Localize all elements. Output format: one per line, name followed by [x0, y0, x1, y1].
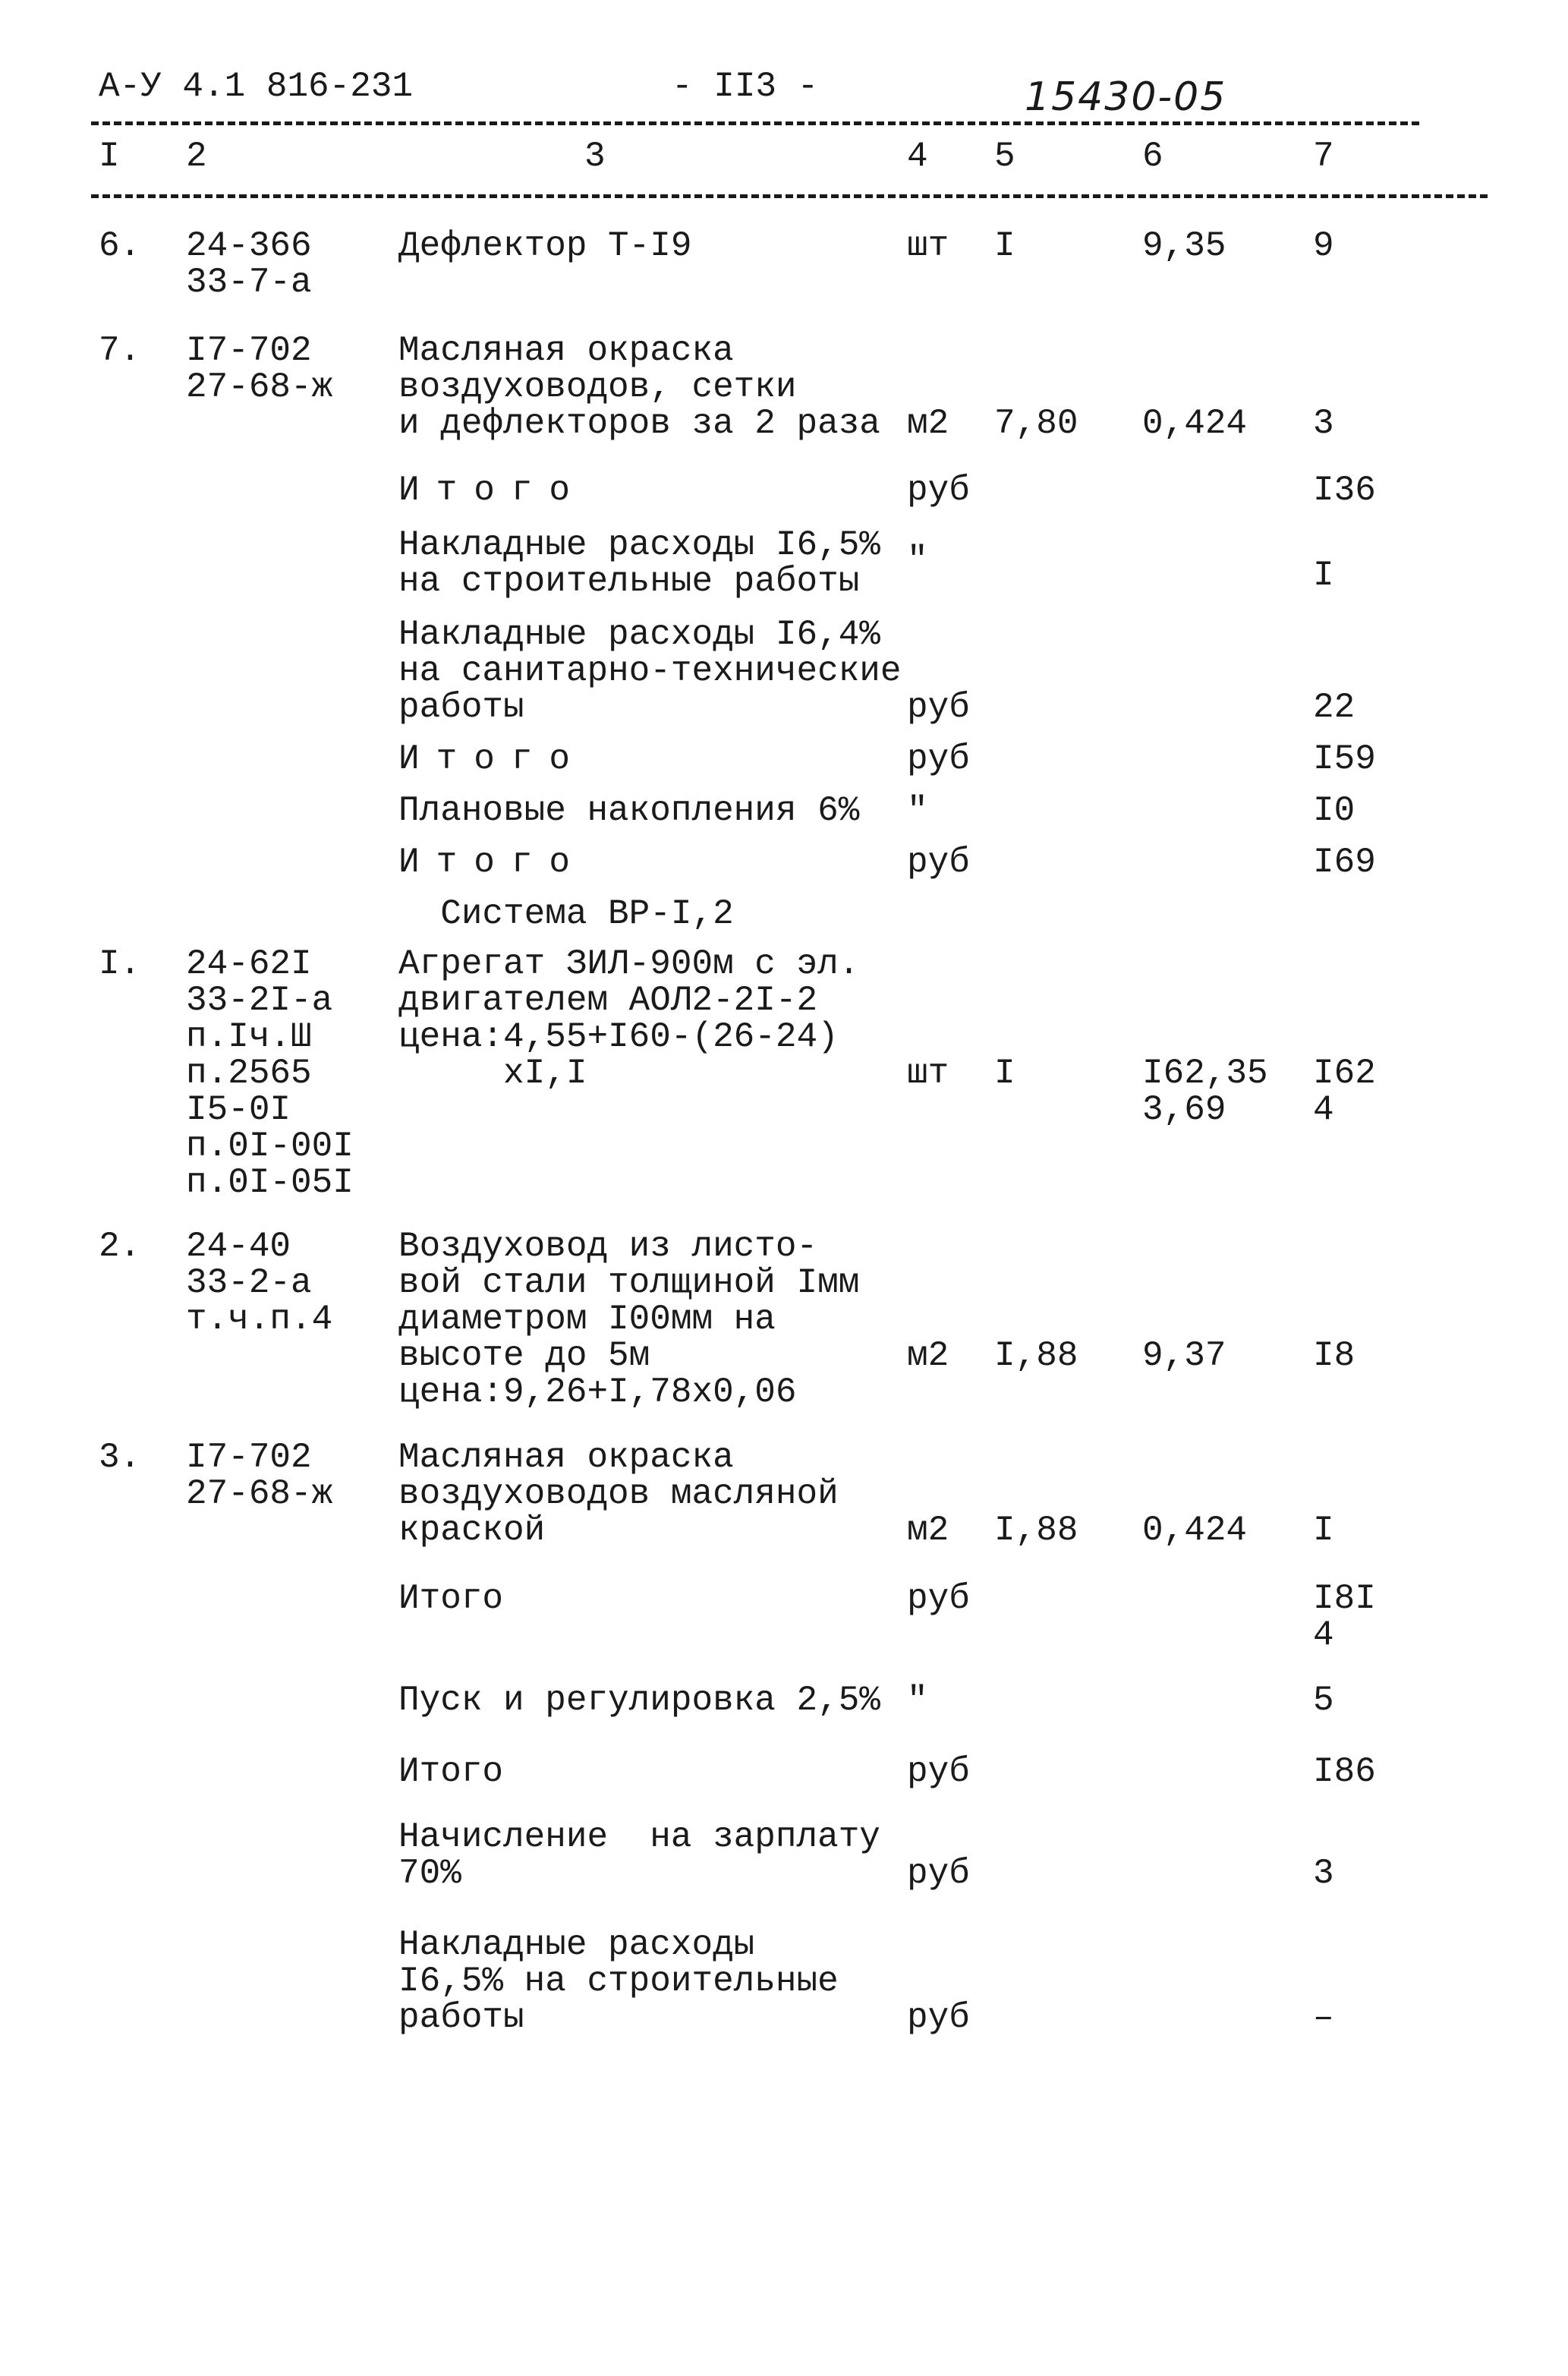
row-description: Итого — [398, 843, 587, 882]
row-description: Накладные расходы I6,5% на строительные работы — [398, 525, 880, 601]
row-number: I. — [99, 944, 141, 984]
row-code: 24-62I 33-2I-а п.Iч.Ш п.2565 I5-0I п.0I-00I п.0I-05I — [186, 944, 354, 1202]
row-price: 9,37 — [1142, 1336, 1226, 1375]
column-number-3: 3 — [584, 137, 606, 176]
row-total: 22 — [1313, 688, 1355, 727]
row-total: I8I 4 — [1313, 1579, 1376, 1655]
row-code: 24-40 33-2-а т.ч.п.4 — [186, 1227, 333, 1339]
row-price: 0,424 — [1142, 404, 1248, 443]
row-price: 0,424 — [1142, 1511, 1248, 1550]
handwritten-number: 15430-05 — [1025, 74, 1227, 120]
row-total: 9 — [1313, 226, 1334, 266]
row-description: Пуск и регулировка 2,5% — [398, 1681, 880, 1720]
row-unit: м2 — [907, 1511, 949, 1550]
column-number-4: 4 — [907, 137, 928, 176]
row-number: 3. — [99, 1438, 141, 1477]
row-total: – — [1313, 1998, 1334, 2037]
row-description: Итого — [398, 739, 587, 779]
row-unit: руб — [907, 739, 970, 779]
row-number: 2. — [99, 1227, 141, 1266]
row-unit: руб — [907, 688, 970, 727]
row-total: I0 — [1313, 791, 1355, 830]
row-unit: шт — [907, 226, 949, 266]
row-description: Итого — [398, 1579, 504, 1618]
row-total: 3 — [1313, 404, 1334, 443]
column-number-6: 6 — [1142, 137, 1163, 176]
row-price: 9,35 — [1142, 226, 1226, 266]
row-unit: руб — [907, 471, 970, 510]
row-total: I — [1313, 1511, 1334, 1550]
row-description: Дефлектор Т-I9 — [398, 226, 692, 266]
row-description: Накладные расходы I6,5% на строительные работы — [398, 1925, 839, 2037]
page-number: - II3 - — [672, 67, 819, 106]
row-quantity: I,88 — [994, 1336, 1078, 1375]
row-unit: " — [907, 791, 928, 830]
row-number: 7. — [99, 331, 141, 370]
row-total: I8 — [1313, 1336, 1355, 1375]
row-code: I7-702 27-68-ж — [186, 331, 333, 407]
column-number-7: 7 — [1313, 137, 1334, 176]
row-unit: м2 — [907, 1336, 949, 1375]
row-quantity: I — [994, 1054, 1015, 1093]
row-total: 3 — [1313, 1854, 1334, 1893]
document-code: А-У 4.1 816-231 — [99, 67, 414, 106]
row-code: 24-366 33-7-а — [186, 226, 312, 302]
row-quantity: I — [994, 226, 1015, 266]
row-description: Итого — [398, 1752, 504, 1791]
row-description: Воздуховод из листо- вой стали толщиной Iмм диаметром I00мм на высоте до 5м цена:9,26+I,78х0,06 — [398, 1227, 860, 1412]
row-code: I7-702 27-68-ж — [186, 1438, 333, 1514]
row-total: I86 — [1313, 1752, 1376, 1791]
row-description: Плановые накопления 6% — [398, 791, 860, 830]
row-description: Агрегат ЗИЛ-900м с эл. двигателем АОЛ2-2I-2 цена:4,55+I60-(26-24) хI,I — [398, 944, 860, 1093]
row-total: I — [1313, 556, 1334, 595]
row-description: Накладные расходы I6,4% на санитарно-технические работы — [398, 615, 902, 727]
row-unit: шт — [907, 1054, 949, 1093]
row-unit: руб — [907, 1579, 970, 1618]
section-title: Система ВР-I,2 — [398, 894, 734, 934]
row-unit: " — [907, 1681, 928, 1720]
row-unit: руб — [907, 843, 970, 882]
row-unit: руб — [907, 1998, 970, 2037]
header-rule-top — [91, 121, 1419, 125]
row-price: I62,35 3,69 — [1142, 1054, 1268, 1130]
row-unit: м2 — [907, 404, 949, 443]
row-description: Начисление на зарплату 70% — [398, 1817, 880, 1893]
row-description: Масляная окраска воздуховодов масляной краской — [398, 1438, 839, 1550]
row-description: Масляная окраска воздуховодов, сетки и дефлекторов за 2 раза — [398, 331, 880, 443]
row-unit: руб — [907, 1854, 970, 1893]
row-unit: руб — [907, 1752, 970, 1791]
row-total: I69 — [1313, 843, 1376, 882]
row-total: 5 — [1313, 1681, 1334, 1720]
column-number-2: 2 — [186, 137, 207, 176]
row-quantity: 7,80 — [994, 404, 1078, 443]
row-quantity: I,88 — [994, 1511, 1078, 1550]
row-number: 6. — [99, 226, 141, 266]
row-total: I36 — [1313, 471, 1376, 510]
row-total: I62 4 — [1313, 1054, 1376, 1130]
header-rule-bottom — [91, 194, 1488, 198]
column-number-1: I — [99, 137, 120, 176]
column-number-5: 5 — [994, 137, 1015, 176]
row-unit: " — [907, 540, 928, 580]
row-description: Итого — [398, 471, 587, 510]
row-total: I59 — [1313, 739, 1376, 779]
